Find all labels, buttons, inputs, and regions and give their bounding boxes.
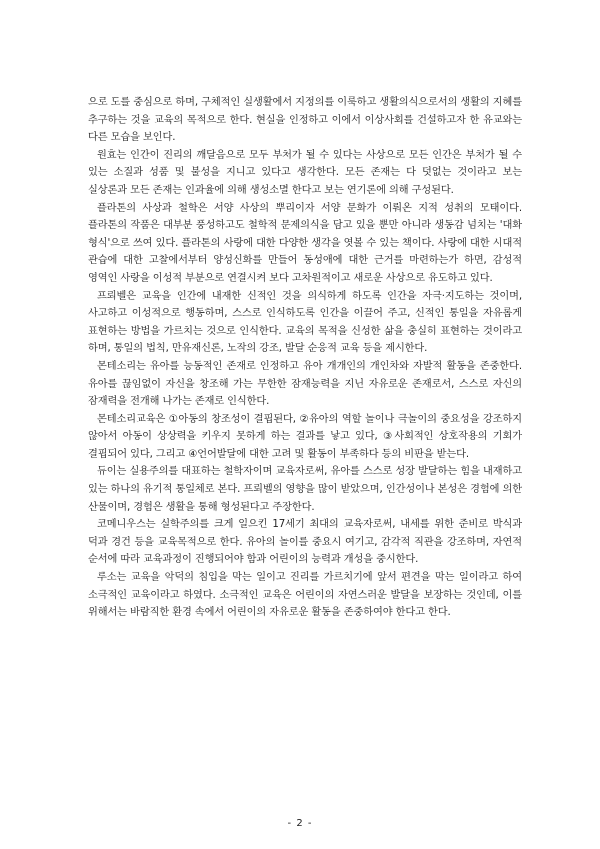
paragraph: 듀이는 실용주의를 대표하는 철학자이며 교육자로써, 유아를 스스로 성장 발달하는 힘을 내재하고 있는 하나의 유기적 통일체로 본다. 프뢰벨의 영향을 많이 받았으며, 인간성이나 본성은 경험에 의한 산물이며, 경험은 생활을 통해 형성된다고 주장한다. — [88, 466, 522, 513]
paragraph: 몬테소리는 유아를 능동적인 존재로 인정하고 유아 개개인의 개인차와 자발적 활동을 존중한다. 유아를 끊임없이 자신을 창조해 가는 무한한 잠재능력을 지닌 자유로운 존재로서, 스스로 자신의 잠재력을 전개해 나가는 존재로 인식한다. — [88, 360, 522, 408]
paragraph: 원효는 인간이 진리의 깨달음으로 모두 부처가 될 수 있다는 사상으로 모든 인간은 부처가 될 수 있는 소질과 성품 및 불성을 지니고 있다고 생각한다. 모든 존재는 다 덧없는 것이라고 보는 실상론과 모든 존재는 인과율에 의해 생성소멸 한다고 보는 연기론에 의해 구성된다. — [88, 149, 522, 196]
paragraph: 코메니우스는 실학주의를 크게 일으킨 17세기 최대의 교육자로써, 내세를 위한 준비로 박식과 덕과 경건 등을 교육목적으로 한다. 유아의 놀이를 중요시 여기고, 감각적 직관을 강조하며, 자연적 순서에 따라 교육과정이 진행되어야 함과 어린이의 능력과 개성을 중시한다. — [88, 519, 522, 566]
paragraph: 몬테소리교육은 ①아동의 창조성이 결핍된다, ②유아의 역할 놀이나 극놀이의 중요성을 강조하지 않아서 아동이 상상력을 키우지 못하게 하는 결과를 낳고 있다, ③사회적인 상호작용의 기회가 결핍되어 있다, 그리고 ④언어발달에 대한 고려 및 활동이 부족하다 등의 비판을 받는다. — [88, 413, 522, 460]
paragraph: 플라톤의 사상과 철학은 서양 사상의 뿌리이자 서양 문화가 이뤄온 지적 성취의 모태이다. 플라톤의 작품은 대부분 풍성하고도 철학적 문제의식을 담고 있을 뿐만 아니라 생동감 넘치는 '대화 형식'으로 쓰여 있다. 플라톤의 사랑에 대한 다양한 생각을 엿볼 수 있는 책이다. 사랑에 대한 시대적 관습에 대한 고찰에서부터 양성신화를 만들어 동성애에 대한 근거를 마련하는가 하면, 감성적 영역인 사랑을 이성적 부분으로 연결시켜 보다 고차원적이고 새로운 사상으로 유도하고 있다. — [88, 202, 522, 284]
paragraph: 프뢰벨은 교육을 인간에 내재한 신적인 것을 의식하게 하도록 인간을 자극·지도하는 것이며, 사고하고 이성적으로 행동하며, 스스로 인식하도록 인간을 이끌어 주고, 신적인 통일을 자유롭게 표현하는 방법을 가르치는 것으로 인식한다. 교육의 목적을 신성한 삶을 충실히 표현하는 것이라고 하며, 통일의 법칙, 만유재신론, 노작의 강조, 발달 순응적 교육 등을 제시한다. — [88, 290, 522, 355]
document-body — [88, 94, 522, 622]
paragraph: 루소는 교육을 악덕의 침입을 막는 일이고 진리를 가르치기에 앞서 편견을 막는 일이라고 하여 소극적인 교육이라고 하였다. 소극적인 교육은 어린이의 자연스러운 발달을 보장하는 것인데, 이를 위해서는 바람직한 환경 속에서 어린이의 자유로운 활동을 존중하여야 한다고 한다. — [88, 572, 522, 619]
page-number: - 2 - — [287, 818, 313, 829]
paragraph: 으로 도를 중심으로 하며, 구체적인 실생활에서 지정의를 이룩하고 생활의식으로서의 생활의 지혜를 추구하는 것을 교육의 목적으로 한다. 현실을 인정하고 이에서 이상사회를 건설하고자 한 유교와는 다른 모습을 보인다. — [88, 97, 522, 144]
